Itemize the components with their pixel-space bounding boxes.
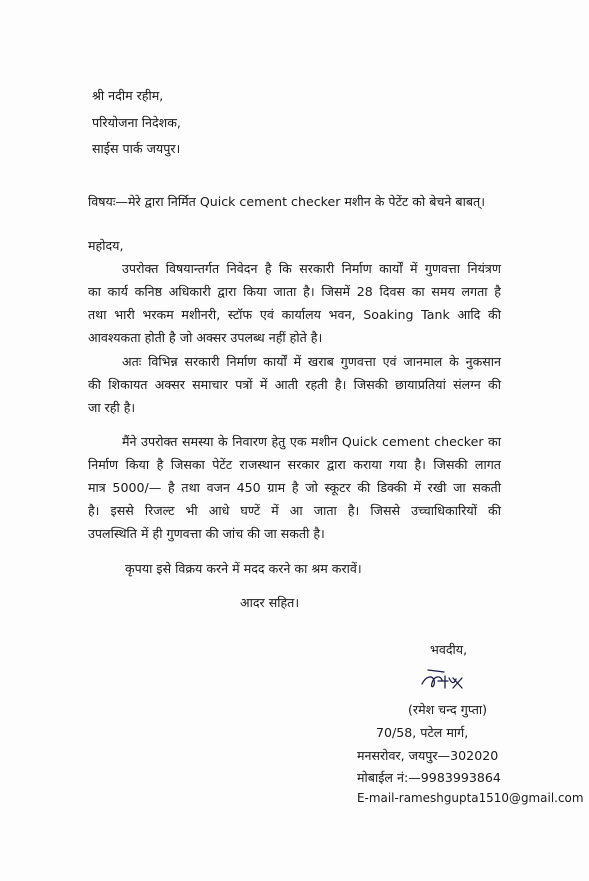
sender-name: (रमेश चन्द गुप्ता) (408, 702, 488, 717)
subject-line: विषयः—मेरे द्वारा निर्मित Quick cement checker मशीन के पेटेंट को बेचने बाबत्। (88, 194, 485, 209)
paragraph-3-line-1: मैंने उपरोक्त समस्या के निवारण हेतु एक मशीन Quick cement checker का (122, 434, 501, 449)
paragraph-3-line-5: उपलस्थिति में ही गुणवत्ता की जांच की जा सकती है। (88, 526, 325, 541)
signature-image (418, 666, 478, 700)
paragraph-1-line-3: तथा भारी भरकम मशीनरी, स्टॉफ एवं कार्यालय भवन, Soaking Tank आदि की (88, 307, 501, 322)
recipient-address: साईस पार्क जयपुर। (92, 141, 181, 156)
paragraph-3-line-2: निर्माण किया है जिसका पेटेंट राजस्थान सरकार द्वारा कराया गया है। जिसकी लागत (88, 457, 501, 472)
sender-address-line-1: 70/58, पटेल मार्ग, (376, 725, 469, 740)
paragraph-2-line-1: अतः विभिन्न सरकारी निर्माण कार्यों में खराब गुणवत्ता एवं जानमाल के नुकसान (122, 354, 501, 369)
sender-address-line-2: मनसरोवर, जयपुर—302020 (357, 748, 499, 763)
salutation: महोदय, (88, 238, 124, 253)
paragraph-1-line-2: का कार्य कनिष्ठ अधिकारी द्वारा किया जाता है। जिसमें 28 दिवस का समय लगता है (88, 284, 501, 299)
closing-line: भवदीय, (430, 642, 468, 657)
paragraph-1-line-4: आवश्यकता होती है जो अक्सर उपलब्ध नहीं होते है। (88, 330, 323, 345)
regards-line: आदर सहित। (240, 595, 300, 610)
paragraph-3-line-4: है। इससे रिजल्ट भी आधे घण्टें में आ जाता है। जिससे उच्चाधिकारियों की (88, 503, 501, 518)
sender-mobile: मोबाईल नं:—9983993864 (357, 770, 501, 785)
paragraph-2-line-3: जा रही है। (88, 400, 136, 415)
paragraph-2-line-2: की शिकायत अक्सर समाचार पत्रों में आती रहती है। जिसकी छायाप्रतियां संलग्न की (88, 377, 501, 392)
paragraph-1-line-1: उपरोक्त विषयान्तर्गत निवेदन है कि सरकारी निर्माण कार्यों में गुणवत्ता नियंत्रण (122, 261, 501, 276)
sender-email: E-mail-rameshgupta1510@gmail.com (357, 791, 584, 805)
recipient-name: श्री नदीम रहीम, (92, 88, 164, 103)
paragraph-3-line-3: मात्र 5000/— है तथा वजन 450 ग्राम है जो स्कूटर की डिक्की में रखी जा सकती (88, 480, 501, 495)
recipient-designation: परियोजना निदेशक, (92, 115, 181, 130)
request-line: कृपया इसे विक्रय करने में मदद करने का श्रम करावें। (125, 561, 362, 576)
